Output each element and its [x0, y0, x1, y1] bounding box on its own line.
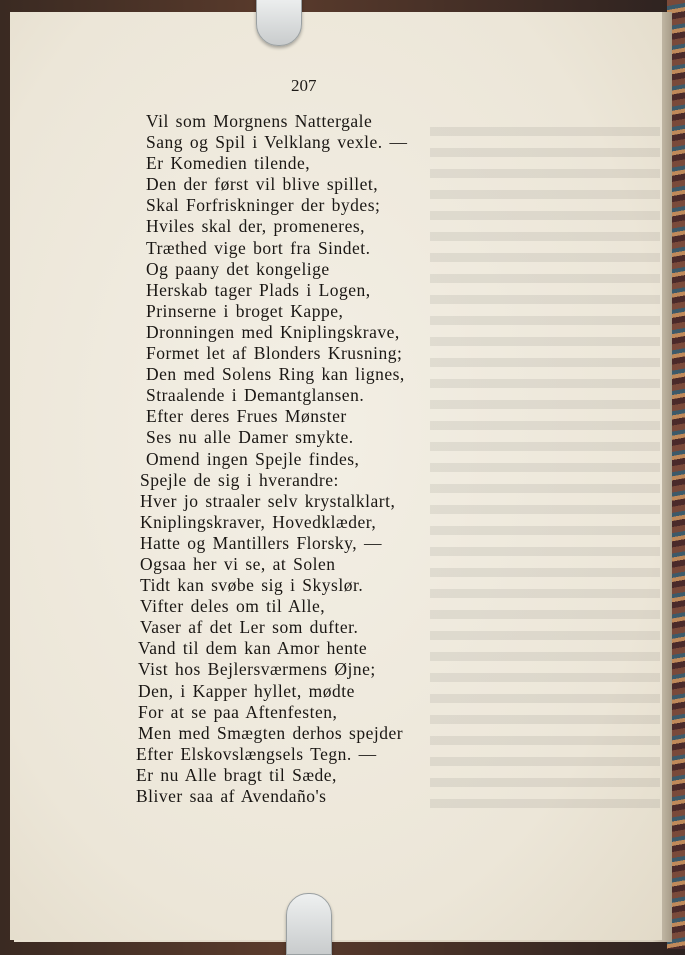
poem-line: Den, i Kapper hyllet, mødte	[138, 680, 355, 701]
poem-line: Vifter deles om til Alle,	[140, 596, 326, 617]
poem-line: Ses nu alle Damer smykte.	[146, 427, 354, 448]
poem-line: Kniplingskraver, Hovedklæder,	[140, 511, 377, 532]
poem-line: Vand til dem kan Amor hente	[138, 638, 368, 659]
poem-line: Spejle de sig i hverandre:	[140, 469, 339, 490]
poem-line: Sang og Spil i Velklang vexle. —	[146, 132, 408, 153]
poem-line: Er Komedien tilende,	[146, 153, 311, 174]
poem-line: Og paany det kongelige	[146, 258, 330, 279]
top-page-clip	[256, 0, 302, 46]
poem-line: Hatte og Mantillers Florsky, —	[140, 532, 383, 553]
poem-line: Træthed vige bort fra Sindet.	[146, 237, 371, 258]
bottom-page-clip	[286, 893, 332, 955]
poem-line: Er nu Alle bragt til Sæde,	[136, 764, 337, 785]
poem-line: Tidt kan svøbe sig i Skyslør.	[140, 575, 364, 596]
poem-line: Skal Forfriskninger der bydes;	[146, 195, 381, 216]
poem-line: Vaser af det Ler som dufter.	[140, 617, 359, 638]
poem-line: Vist hos Bejlersværmens Øjne;	[138, 659, 376, 680]
poem-line: Vil som Morgnens Nattergale	[146, 111, 373, 131]
poem-line: Hviles skal der, promeneres,	[146, 216, 366, 237]
poem-line: Omend ingen Spejle findes,	[146, 448, 360, 469]
poem-line: Ogsaa her vi se, at Solen	[140, 553, 336, 574]
page-number: 207	[291, 76, 317, 95]
poem-line: Formet let af Blonders Krusning;	[146, 343, 403, 364]
poem-line: Efter deres Frues Mønster	[146, 406, 347, 427]
poem-line: Prinserne i broget Kappe,	[146, 300, 344, 321]
poem-line: Hver jo straaler selv krystalklart,	[140, 490, 396, 511]
poem-line: Den der først vil blive spillet,	[146, 174, 379, 195]
show-through-text	[430, 127, 660, 817]
poem-line: Den med Solens Ring kan lignes,	[146, 364, 405, 385]
poem-line: Bliver saa af Avendaño's	[136, 786, 327, 806]
poem-line: Efter Elskovslængsels Tegn. —	[136, 743, 377, 764]
poem-text	[136, 111, 408, 807]
poem-line: Herskab tager Plads i Logen,	[146, 279, 371, 300]
poem-line: Men med Smægten derhos spejder	[138, 722, 404, 743]
poem-line: For at se paa Aftenfesten,	[138, 701, 338, 722]
poem-line: Dronningen med Kniplingskrave,	[146, 321, 400, 342]
poem-line: Straalende i Demantglansen.	[146, 385, 365, 406]
